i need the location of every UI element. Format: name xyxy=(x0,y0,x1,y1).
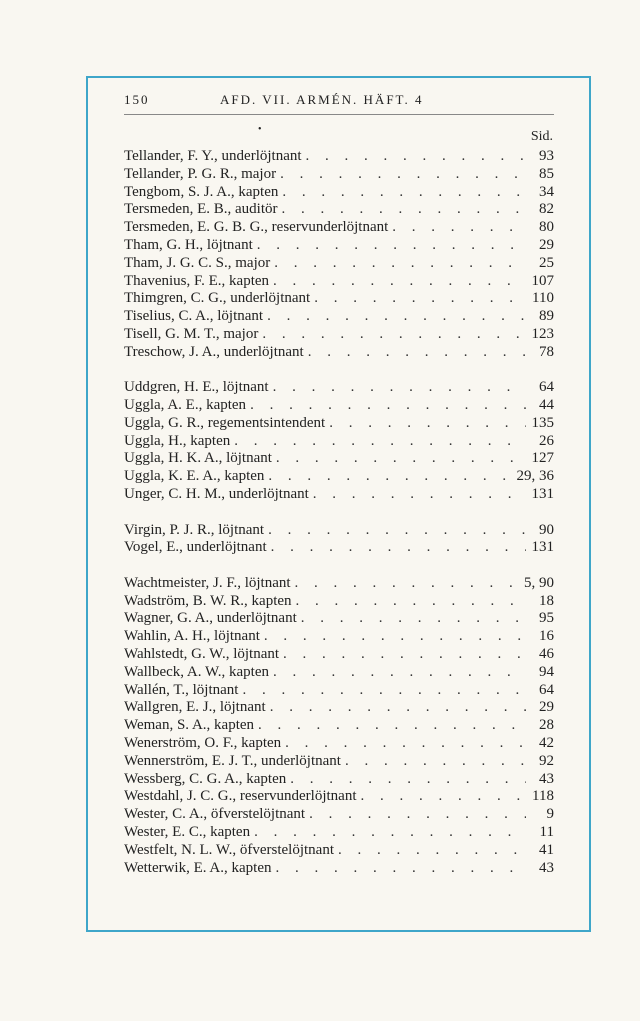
entry-name: Wahlstedt, G. W., löjtnant xyxy=(124,645,280,662)
entry-page: 64 xyxy=(539,681,554,698)
index-section xyxy=(124,575,554,878)
entry-page: 64 xyxy=(539,379,554,396)
index-entry xyxy=(124,593,554,611)
dot-leader xyxy=(267,308,526,326)
index-entry xyxy=(124,219,554,237)
entry-name: Wessberg, C. G. A., kapten xyxy=(124,770,287,787)
index-entry xyxy=(124,717,554,735)
dot-leader xyxy=(283,646,526,664)
dot-leader xyxy=(250,397,526,415)
entry-page: 29 xyxy=(539,699,554,716)
page-column-label: Sid. xyxy=(530,129,553,144)
entry-page: 92 xyxy=(539,752,554,769)
dot-leader xyxy=(345,753,526,771)
dot-leader xyxy=(268,522,526,540)
entry-name: Tellander, P. G. R., major xyxy=(124,165,277,182)
entry-name: Virgin, P. J. R., löjtnant xyxy=(124,521,265,538)
dot-leader xyxy=(270,699,526,717)
entry-name: Wester, C. A., öfverstelöjtnant xyxy=(124,806,306,823)
entry-page: 95 xyxy=(539,610,554,627)
dot-leader xyxy=(313,486,526,504)
entry-page: 18 xyxy=(539,592,554,609)
running-title: AFD. VII. ARMÉN. HÄFT. 4 xyxy=(220,92,424,107)
entry-page: 11 xyxy=(539,823,554,840)
entry-name: Tham, G. H., löjtnant xyxy=(124,236,253,253)
entry-page: 25 xyxy=(539,254,554,271)
entry-name: Tisell, G. M. T., major xyxy=(124,325,259,342)
name-index-list xyxy=(124,148,554,895)
entry-page: 82 xyxy=(539,201,554,218)
page-number: 150 xyxy=(124,92,150,107)
index-entry xyxy=(124,450,554,468)
entry-page: 94 xyxy=(539,663,554,680)
index-entry xyxy=(124,824,554,842)
index-entry xyxy=(124,344,554,362)
index-entry xyxy=(124,308,554,326)
entry-name: Wester, E. C., kapten xyxy=(124,823,251,840)
entry-name: Uddgren, H. E., löjtnant xyxy=(124,379,269,396)
index-entry xyxy=(124,468,554,486)
entry-page: 131 xyxy=(531,486,554,503)
index-entry xyxy=(124,290,554,308)
entry-name: Westfelt, N. L. W., öfverstelöjtnant xyxy=(124,841,334,858)
entry-name: Wallgren, E. J., löjtnant xyxy=(124,699,266,716)
dot-leader xyxy=(234,433,526,451)
entry-name: Unger, C. H. M., underlöjtnant xyxy=(124,486,309,503)
index-entry xyxy=(124,148,554,166)
index-entry xyxy=(124,201,554,219)
dot-leader xyxy=(308,344,526,362)
index-entry xyxy=(124,771,554,789)
dot-leader xyxy=(282,201,527,219)
dot-leader xyxy=(314,290,526,308)
entry-page: 85 xyxy=(539,165,554,182)
entry-name: Thimgren, C. G., underlöjtnant xyxy=(124,290,311,307)
index-entry xyxy=(124,753,554,771)
entry-name: Uggla, K. E. A., kapten xyxy=(124,468,265,485)
index-entry xyxy=(124,628,554,646)
dot-leader xyxy=(285,735,526,753)
index-section xyxy=(124,522,554,558)
page-header xyxy=(124,92,554,115)
entry-page: 16 xyxy=(539,628,554,645)
dot-leader xyxy=(264,628,526,646)
entry-name: Tengbom, S. J. A., kapten xyxy=(124,183,279,200)
index-entry xyxy=(124,842,554,860)
index-entry xyxy=(124,397,554,415)
dot-leader xyxy=(268,468,512,486)
index-entry xyxy=(124,788,554,806)
entry-page: 26 xyxy=(539,432,554,449)
dot-leader xyxy=(306,148,526,166)
entry-page: 80 xyxy=(539,219,554,236)
entry-page: 9 xyxy=(546,806,554,823)
dot-leader xyxy=(242,682,526,700)
entry-name: Wennerström, E. J. T., underlöjtnant xyxy=(124,752,341,769)
entry-name: Uggla, A. E., kapten xyxy=(124,397,247,414)
index-entry xyxy=(124,664,554,682)
entry-name: Uggla, G. R., regementsintendent xyxy=(124,414,326,431)
index-entry xyxy=(124,682,554,700)
entry-name: Wallén, T., löjtnant xyxy=(124,681,239,698)
entry-name: Treschow, J. A., underlöjtnant xyxy=(124,343,304,360)
entry-page: 107 xyxy=(531,272,554,289)
entry-name: Tersmeden, E. B., auditör xyxy=(124,201,278,218)
dot-leader xyxy=(254,824,526,842)
index-entry xyxy=(124,610,554,628)
dot-leader xyxy=(361,788,527,806)
entry-page: 110 xyxy=(532,290,554,307)
entry-page: 29 xyxy=(539,236,554,253)
dot-leader xyxy=(271,539,526,557)
index-entry xyxy=(124,255,554,273)
entry-page: 34 xyxy=(539,183,554,200)
entry-page: 43 xyxy=(539,859,554,876)
index-entry xyxy=(124,379,554,397)
entry-name: Wadström, B. W. R., kapten xyxy=(124,592,292,609)
index-entry xyxy=(124,486,554,504)
dot-leader xyxy=(295,575,520,593)
entry-name: Tellander, F. Y., underlöjtnant xyxy=(124,148,302,164)
entry-page: 44 xyxy=(539,397,554,414)
entry-name: Wallbeck, A. W., kapten xyxy=(124,663,270,680)
dot-leader xyxy=(329,415,526,433)
entry-page: 28 xyxy=(539,717,554,734)
entry-name: Wetterwik, E. A., kapten xyxy=(124,859,272,876)
dot-leader xyxy=(290,771,526,789)
entry-page: 43 xyxy=(539,770,554,787)
entry-page: 123 xyxy=(531,325,554,342)
index-entry xyxy=(124,699,554,717)
entry-page: 42 xyxy=(539,734,554,751)
index-entry xyxy=(124,415,554,433)
dot-leader xyxy=(257,237,526,255)
entry-page: 41 xyxy=(539,841,554,858)
index-entry xyxy=(124,237,554,255)
entry-name: Tiselius, C. A., löjtnant xyxy=(124,308,264,325)
entry-name: Uggla, H., kapten xyxy=(124,432,231,449)
dot-leader xyxy=(282,184,526,202)
index-entry xyxy=(124,326,554,344)
entry-page: 90 xyxy=(539,521,554,538)
entry-name: Westdahl, J. C. G., reservunderlöjtnant xyxy=(124,788,357,805)
entry-name: Vogel, E., underlöjtnant xyxy=(124,539,267,556)
index-entry xyxy=(124,522,554,540)
index-entry xyxy=(124,860,554,878)
dot-leader xyxy=(276,860,526,878)
entry-name: Uggla, H. K. A., löjtnant xyxy=(124,450,272,467)
entry-page: 135 xyxy=(531,414,554,431)
index-entry xyxy=(124,646,554,664)
entry-name: Wahlin, A. H., löjtnant xyxy=(124,628,260,645)
dot-leader xyxy=(273,273,526,291)
entry-name: Weman, S. A., kapten xyxy=(124,717,255,734)
index-section xyxy=(124,148,554,362)
index-entry xyxy=(124,433,554,451)
entry-name: Thavenius, F. E., kapten xyxy=(124,272,270,289)
entry-page: 29, 36 xyxy=(516,468,554,485)
entry-page: 5, 90 xyxy=(524,574,554,591)
entry-page: 93 xyxy=(539,148,554,164)
entry-name: Wenerström, O. F., kapten xyxy=(124,734,282,751)
entry-page: 46 xyxy=(539,645,554,662)
entry-page: 127 xyxy=(531,450,554,467)
index-entry xyxy=(124,735,554,753)
dot-leader xyxy=(296,593,526,611)
index-entry xyxy=(124,273,554,291)
entry-name: Tersmeden, E. G. B. G., reservunderlöjtnant xyxy=(124,219,389,236)
dot-leader xyxy=(258,717,526,735)
stray-mark: • xyxy=(258,124,262,135)
entry-page: 78 xyxy=(539,343,554,360)
entry-name: Wagner, G. A., underlöjtnant xyxy=(124,610,297,627)
entry-name: Wachtmeister, J. F., löjtnant xyxy=(124,574,291,591)
entry-page: 118 xyxy=(532,788,554,805)
dot-leader xyxy=(273,379,526,397)
dot-leader xyxy=(301,610,526,628)
entry-name: Tham, J. G. C. S., major xyxy=(124,254,271,271)
dot-leader xyxy=(280,166,526,184)
entry-page: 131 xyxy=(531,539,554,556)
entry-page: 89 xyxy=(539,308,554,325)
dot-leader xyxy=(273,664,526,682)
dot-leader xyxy=(309,806,526,824)
dot-leader xyxy=(338,842,526,860)
dot-leader xyxy=(274,255,526,273)
index-entry xyxy=(124,806,554,824)
dot-leader xyxy=(276,450,526,468)
dot-leader xyxy=(262,326,526,344)
index-section xyxy=(124,379,554,504)
index-entry xyxy=(124,539,554,557)
index-entry xyxy=(124,166,554,184)
index-entry xyxy=(124,184,554,202)
index-entry xyxy=(124,575,554,593)
dot-leader xyxy=(392,219,526,237)
